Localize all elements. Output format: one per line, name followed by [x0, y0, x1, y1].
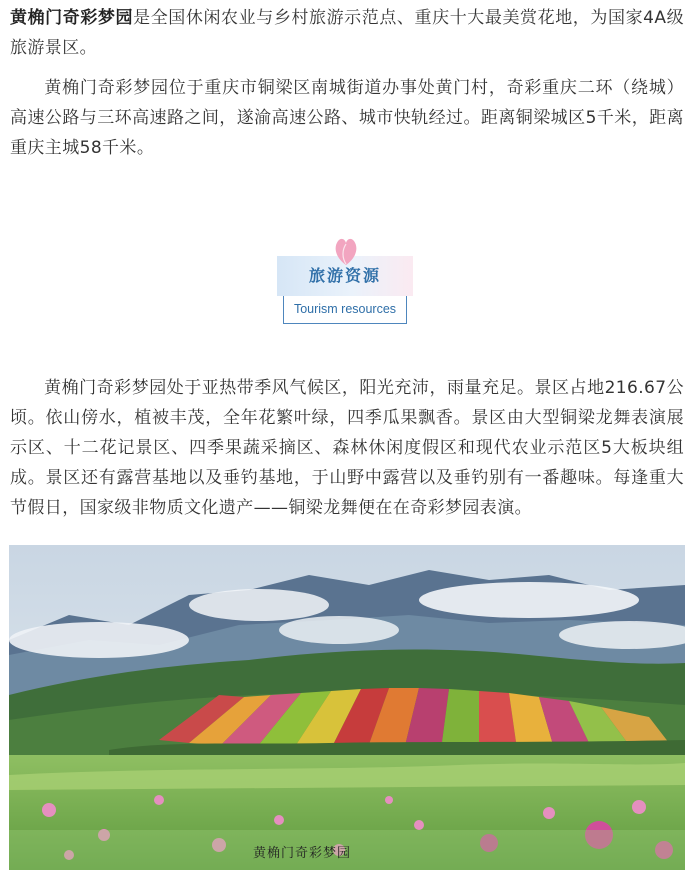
resources-text: 黄桷门奇彩梦园处于亚热带季风气候区，阳光充沛，雨量充足。景区占地216.67公顷。依山傍水，植被丰茂，全年花繁叶绿，四季瓜果飘香。景区由大型铜梁龙舞表演展示区、十二花记景区、四季果蔬采摘区、森林休闲度假区和现代农业示范区5大板块组成。景区还有露营基地以及垂钓基地，于山野中露营以及垂钓别有一番趣味。每逢重大节假日，国家级非物质文化遗产——铜梁龙舞便在在奇彩梦园表演。 [10, 378, 684, 518]
flower-field-illustration [9, 545, 685, 870]
resources-paragraph [10, 373, 684, 523]
intro-paragraph [10, 3, 684, 63]
photo-caption: 黄桷门奇彩梦园 [253, 846, 352, 861]
badge-subtitle: Tourism resources [293, 302, 397, 316]
intro-text: 是全国休闲农业与乡村旅游示范点、重庆十大最美赏花地，为国家4A级旅游景区。 [10, 8, 684, 58]
location-paragraph [10, 73, 684, 163]
badge-title: 旅游资源 [308, 266, 381, 285]
location-text: 黄桷门奇彩梦园位于重庆市铜梁区南城街道办事处黄门村，奇彩重庆二环（绕城）高速公路与三环高速路之间，遂渝高速公路、城市快轨经过。距离铜梁城区5千米，距离重庆主城58千米。 [10, 78, 684, 158]
section-badge [277, 236, 413, 328]
park-name-bold: 黄桷门奇彩梦园 [10, 8, 134, 28]
landscape-photo [9, 545, 685, 870]
petal-icon [333, 236, 359, 266]
